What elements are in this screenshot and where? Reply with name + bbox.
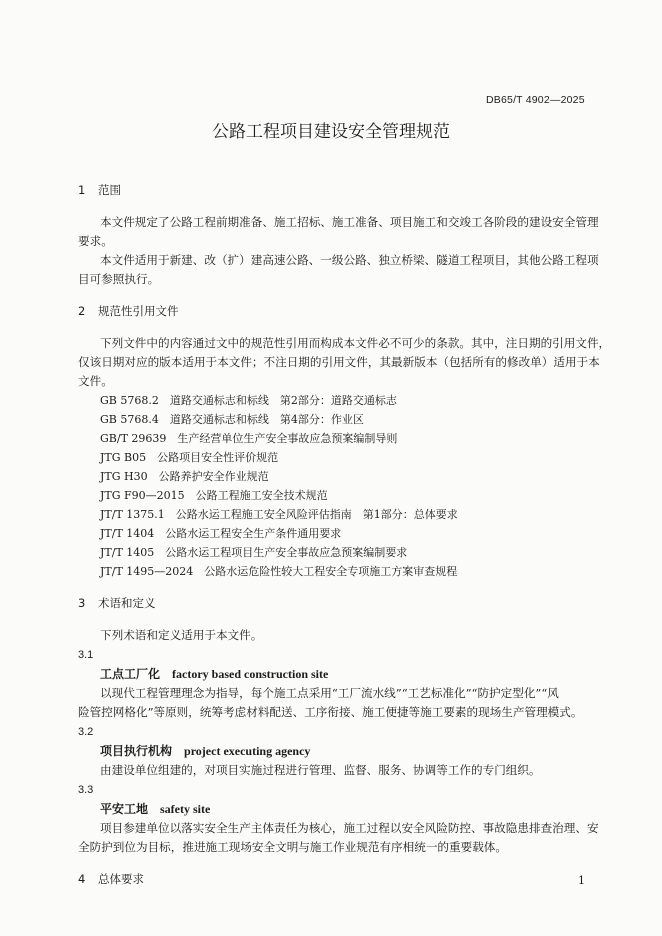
reference-item: GB 5768.2 道路交通标志和标线 第2部分：道路交通标志 [100,394,397,407]
term-heading [100,745,310,757]
section-1-heading [78,185,121,197]
reference-item: JTG B05 公路项目安全性评价规范 [100,451,279,464]
section-2-number: 2 [78,304,86,318]
reference-item: JT/T 1404 公路水运工程安全生产条件通用要求 [100,527,342,540]
paragraph-line: 仅该日期对应的版本适用于本文件；不注日期的引用文件，其最新版本（包括所有的修改单）适用于本 [78,355,600,369]
section-4-heading [78,874,144,886]
section-1-number: 1 [78,183,86,197]
term-zh: 项目执行机构 [100,744,173,758]
reference-item: JTG F90—2015 公路工程施工安全技术规范 [100,489,328,502]
paragraph-line: 目可参照执行。 [78,272,160,286]
term-zh: 工点工厂化 [100,667,161,681]
term-en: project executing agency [184,744,311,758]
reference-item: GB 5768.4 道路交通标志和标线 第4部分：作业区 [100,413,364,426]
paragraph-line: 项目参建单位以落实安全生产主体责任为核心，施工过程以安全风险防控、事故隐患排查治理、安 [100,821,599,835]
section-3-number: 3 [78,596,86,610]
paragraph-line: 要求。 [78,234,113,248]
section-2-title: 规范性引用文件 [98,304,179,318]
standard-number: DB65/T 4902—2025 [486,94,585,106]
term-number: 3.2 [78,726,94,738]
reference-item: JT/T 1405 公路水运工程项目生产安全事故应急预案编制要求 [100,546,408,559]
section-3-title: 术语和定义 [98,596,156,610]
term-heading [100,668,328,680]
page-number: 1 [578,874,585,887]
section-4-title: 总体要求 [98,872,144,886]
term-heading [100,803,210,815]
paragraph-line: 文件。 [78,374,113,388]
paragraph-line: 下列文件中的内容通过文中的规范性引用而构成本文件必不可少的条款。其中，注日期的引用文件， [100,336,611,350]
term-number: 3.3 [78,784,94,796]
term-en: safety site [160,802,211,816]
section-1-title: 范围 [98,183,121,197]
document-title: 公路工程项目建设安全管理规范 [212,122,450,142]
paragraph-line: 全防护到位为目标，推进施工现场安全文明与施工作业规范有序相统一的重要载体。 [78,840,507,854]
reference-item: GB/T 29639 生产经营单位生产安全事故应急预案编制导则 [100,432,398,445]
paragraph-line: 本文件适用于新建、改（扩）建高速公路、一级公路、独立桥梁、隧道工程项目，其他公路工程项 [100,253,599,267]
reference-item: JT/T 1495—2024 公路水运危险性较大工程安全专项施工方案审查规程 [100,565,458,578]
section-3-heading [78,598,156,610]
term-zh: 平安工地 [100,802,149,816]
paragraph-line: 险管控网格化”等原则，统筹考虑材料配送、工序衔接、施工便捷等施工要素的现场生产管理模式。 [78,705,583,719]
term-number: 3.1 [78,649,94,661]
section-2-heading [78,306,179,318]
paragraph-line: 由建设单位组建的，对项目实施过程进行管理、监督、服务、协调等工作的专门组织。 [100,763,541,777]
section-4-number: 4 [78,872,86,886]
reference-item: JT/T 1375.1 公路水运工程施工安全风险评估指南 第1部分：总体要求 [100,508,458,521]
reference-item: JTG H30 公路养护安全作业规范 [100,470,269,483]
paragraph-line: 本文件规定了公路工程前期准备、施工招标、施工准备、项目施工和交竣工各阶段的建设安全管理 [100,215,599,229]
paragraph-line: 以现代工程管理理念为指导，每个施工点采用“工厂流水线”“工艺标准化”“防护定型化”“风 [100,686,559,700]
paragraph-line: 下列术语和定义适用于本文件。 [100,628,263,642]
term-en: factory based construction site [172,667,329,681]
